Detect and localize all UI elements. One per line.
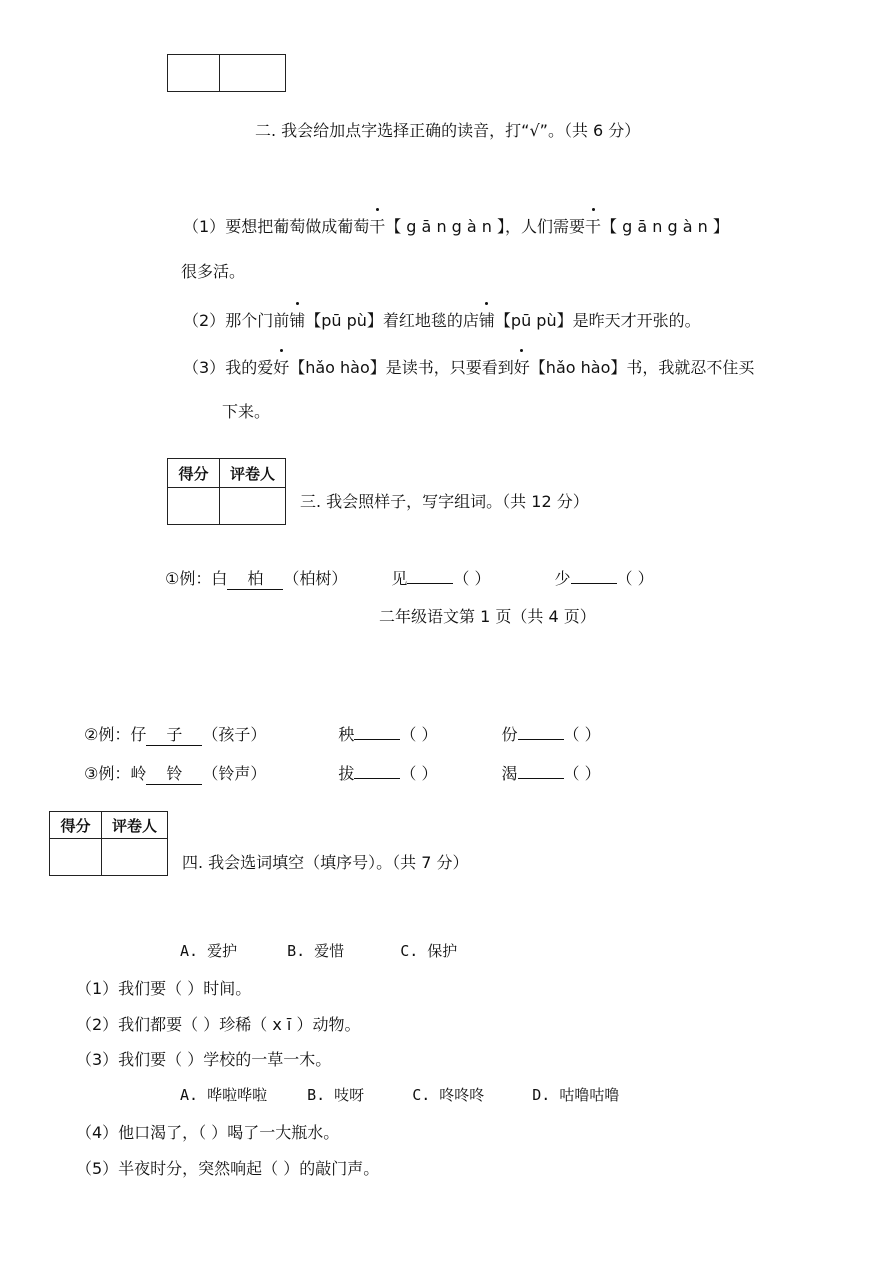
score-label: 得分 xyxy=(168,459,220,488)
grader-cell[interactable] xyxy=(220,488,286,525)
pinyin-options[interactable]: 【hǎo hào】书，我就忍不住买 xyxy=(529,358,755,377)
pinyin-options[interactable]: 【hǎo hào】是读书，只要看到 xyxy=(289,358,514,377)
answer-blank[interactable] xyxy=(407,583,453,584)
q3-number: （3） xyxy=(183,358,226,377)
char-prompt: 渴 xyxy=(501,764,518,783)
example-answer: 子 xyxy=(146,722,202,746)
section4-q5[interactable]: （5）半夜时分，突然响起（ ）的敲门声。 xyxy=(76,1159,380,1178)
section2-q3 xyxy=(183,355,754,378)
section3-row3 xyxy=(84,761,601,785)
score-box-section2 xyxy=(167,54,286,92)
example-label: ②例：仔 xyxy=(84,725,147,744)
section4-title: 四. 我会选词填空（填序号）。（共 7 分） xyxy=(182,853,469,872)
page-footer: 二年级语文第 1 页（共 4 页） xyxy=(379,607,596,626)
answer-blank[interactable] xyxy=(354,739,400,740)
score-box-section4 xyxy=(49,811,168,876)
word-paren[interactable]: （ ） xyxy=(453,569,491,588)
score-label: 得分 xyxy=(50,812,102,839)
char-prompt: 份 xyxy=(501,725,518,744)
grader-label: 评卷人 xyxy=(102,812,168,839)
score-cell[interactable] xyxy=(168,55,220,92)
q1-number: （1） xyxy=(183,217,226,236)
section3-row2 xyxy=(84,722,601,746)
dotted-char: 好 xyxy=(273,355,289,378)
answer-blank[interactable] xyxy=(518,778,564,779)
example-word: （铃声） xyxy=(202,764,267,783)
q2-number: （2） xyxy=(183,311,226,330)
char-prompt: 见 xyxy=(391,569,408,588)
q2-text: 那个门前 xyxy=(225,311,290,330)
option-b: B. 吱呀 xyxy=(307,1086,365,1104)
section2-q1-cont: 很多活。 xyxy=(181,262,246,281)
pinyin-options[interactable]: 【 g ā n g à n 】 xyxy=(601,217,729,236)
word-paren[interactable]: （ ） xyxy=(563,764,601,783)
option-a: A. 爱护 xyxy=(180,942,238,960)
char-prompt: 秧 xyxy=(338,725,355,744)
example-label: ①例：白 xyxy=(165,569,228,588)
section2-title: 二. 我会给加点字选择正确的读音，打“√”。（共 6 分） xyxy=(255,121,641,140)
answer-blank[interactable] xyxy=(571,583,617,584)
pinyin-options[interactable]: 【 g ā n g à n 】，人们需要 xyxy=(385,217,586,236)
option-a: A. 哗啦哗啦 xyxy=(180,1086,268,1104)
score-cell[interactable] xyxy=(168,488,220,525)
option-d: D. 咕噜咕噜 xyxy=(532,1086,620,1104)
char-prompt: 拔 xyxy=(338,764,355,783)
option-c: C. 咚咚咚 xyxy=(412,1086,485,1104)
example-word: （柏树） xyxy=(283,569,348,588)
word-paren[interactable]: （ ） xyxy=(616,569,654,588)
option-row-2 xyxy=(180,1084,619,1105)
pinyin-options[interactable]: 【pū pù】着红地毯的店 xyxy=(305,311,479,330)
score-box-section3 xyxy=(167,458,286,525)
example-answer: 铃 xyxy=(146,761,202,785)
pinyin-options[interactable]: 【pū pù】是昨天才开张的。 xyxy=(494,311,701,330)
dotted-char: 铺 xyxy=(289,308,305,331)
option-c: C. 保护 xyxy=(400,942,458,960)
word-paren[interactable]: （ ） xyxy=(400,725,438,744)
dotted-char: 干 xyxy=(369,214,385,237)
word-paren[interactable]: （ ） xyxy=(563,725,601,744)
q3-text: 我的爱 xyxy=(225,358,274,377)
dotted-char: 铺 xyxy=(479,308,495,331)
section3-title: 三. 我会照样子，写字组词。（共 12 分） xyxy=(300,492,589,511)
section2-q1 xyxy=(183,214,729,237)
section4-q4[interactable]: （4）他口渴了，（ ）喝了一大瓶水。 xyxy=(76,1123,340,1142)
example-word: （孩子） xyxy=(202,725,267,744)
grader-cell[interactable] xyxy=(102,839,168,876)
section4-q3[interactable]: （3）我们要（ ）学校的一草一木。 xyxy=(76,1050,332,1069)
grader-cell[interactable] xyxy=(220,55,286,92)
grader-label: 评卷人 xyxy=(220,459,286,488)
answer-blank[interactable] xyxy=(354,778,400,779)
section2-q3-cont: 下来。 xyxy=(222,402,271,421)
dotted-char: 好 xyxy=(514,355,530,378)
example-label: ③例：岭 xyxy=(84,764,147,783)
section4-q1[interactable]: （1）我们要（ ）时间。 xyxy=(76,979,252,998)
char-prompt: 少 xyxy=(554,569,571,588)
dotted-char: 干 xyxy=(585,214,601,237)
answer-blank[interactable] xyxy=(518,739,564,740)
word-paren[interactable]: （ ） xyxy=(400,764,438,783)
q1-text: 要想把葡萄做成葡萄 xyxy=(225,217,370,236)
section2-q2 xyxy=(183,308,701,331)
option-row-1 xyxy=(180,940,457,961)
example-answer: 柏 xyxy=(227,566,283,590)
section4-q2[interactable]: （2）我们都要（ ）珍稀（ x ī ）动物。 xyxy=(76,1015,361,1034)
section3-row1 xyxy=(165,566,654,590)
score-cell[interactable] xyxy=(50,839,102,876)
option-b: B. 爱惜 xyxy=(287,942,345,960)
